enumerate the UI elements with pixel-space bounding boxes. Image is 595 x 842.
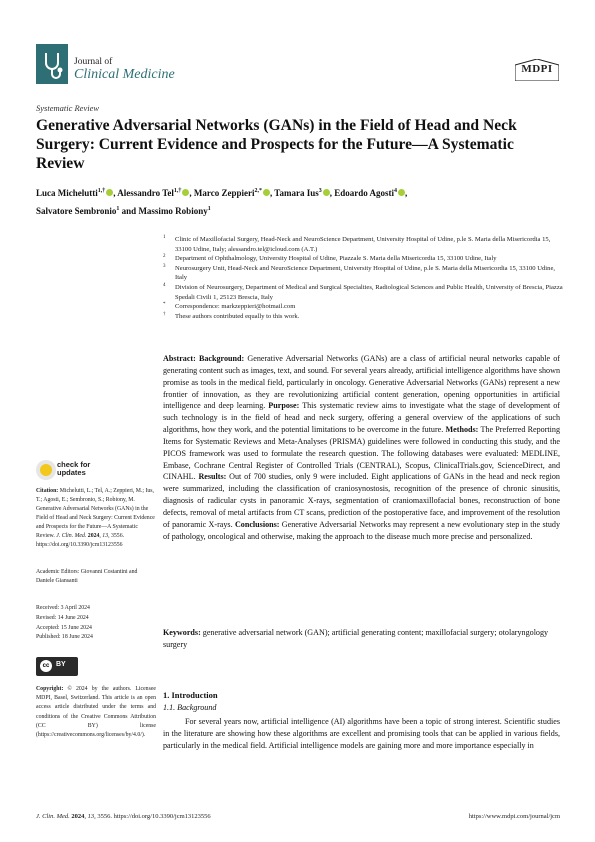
academic-editors: Academic Editors: Giovanni Costantini and Daniele Giansanti (36, 569, 138, 584)
section-heading: 1. Introduction (163, 690, 218, 700)
abstract-label: Background: (198, 354, 245, 363)
creative-commons-icon[interactable] (36, 657, 78, 676)
author-name[interactable]: Alessandro Tel (117, 188, 174, 198)
keywords-text: generative adversarial network (GAN); artificial generating content; maxillofacial surgery; otolaryngology surgery (163, 628, 549, 649)
affiliation-text: Division of Neurosurgery, Department of Medical and Surgical Specialties, Radiological Sciences and Public Health, University of Brescia, Piazza Spedali Civili 1, 25123 Brescia, Italy (175, 283, 563, 301)
check-for-updates-button[interactable] (36, 458, 106, 482)
abstract-label: Methods: (445, 425, 479, 435)
date-accepted: Accepted: 15 June 2024 (36, 624, 92, 631)
copyright-label: Copyright: (36, 686, 64, 692)
affiliation-text: These authors contributed equally to this work. (175, 312, 300, 320)
affiliation-list (163, 235, 563, 321)
date-revised: Revised: 14 June 2024 (36, 614, 89, 621)
affiliation-item (163, 264, 563, 283)
keywords (163, 627, 560, 651)
date-published: Published: 18 June 2024 (36, 634, 93, 641)
journal-name-line1: Journal of (74, 57, 113, 67)
author-affiliation-mark: 2,* (254, 188, 262, 194)
citation-doi[interactable]: , 3556. https://doi.org/10.3390/jcm13123556 (36, 533, 125, 548)
abstract-label: Results: (198, 472, 227, 482)
footer-journal-url[interactable]: https://www.mdpi.com/journal/jcm (468, 813, 560, 820)
citation-year: 2024 (87, 533, 100, 539)
author-name[interactable]: Massimo Robiony (138, 206, 208, 216)
author-separator: , (113, 188, 118, 198)
affiliation-number: † (163, 311, 166, 317)
orcid-icon[interactable] (263, 189, 270, 196)
check-line1: check for (57, 460, 91, 469)
affiliation-number: 3 (163, 263, 166, 269)
abstract-label: Conclusions: (234, 519, 280, 529)
author-separator: and (119, 206, 139, 216)
abstract-text: Out of 700 studies, only 9 were included. Eight applications of GANs in the head and neck region were summarized, including the classification of craniosynostosis, recognition of the presence of chronic sinusitis, diagnosis of radicular cysts in panoramic X-rays, segmentation of craniomaxillofacial bones, reconstruction of bone defects, removal of metal artifacts from CT scans, prediction of the postoperative face, and improvement of the resolution of panoramic X-rays. (163, 472, 560, 529)
author-separator: , (329, 188, 335, 198)
footer-journal: J. Clin. Med. (36, 813, 70, 820)
citation-journal: J. Clin. Med. (56, 533, 87, 539)
date-received: Received: 3 April 2024 (36, 605, 90, 611)
publisher-name: MDPI (521, 63, 553, 75)
author-affiliation-mark: 1,† (97, 188, 106, 194)
author-affiliation-mark: 1,† (173, 188, 182, 194)
author-separator: , (405, 188, 408, 198)
abstract-text: Generative Adversarial Networks (GANs) are a class of artificial neural networks capable of generating content such as images, text, and sound. For several years already, artificial intelligence algorithms have shown promise as tools in the medical field, particularly in oncology. Generative Adversarial Networks (GANs) represent a new frontier of innovation, as they are revolutionizing artificial content generation, opening opportunities in artificial intelligence and deep learning. (163, 354, 561, 411)
affiliation-item (163, 312, 563, 322)
footer-volume: 13 (87, 813, 95, 820)
affiliation-number: 2 (163, 254, 166, 260)
citation-label: Citation: (36, 488, 59, 494)
footer-citation: J. Clin. Med. 2024, 13, 3556. https://doi.org/10.3390/jcm13123556 (36, 813, 211, 820)
author-affiliation-mark: 4 (394, 188, 397, 194)
author-name[interactable]: Tamara Ius (274, 188, 319, 198)
affiliation-item (163, 235, 563, 254)
affiliation-item (163, 254, 563, 264)
journal-name-line2: Clinical Medicine (74, 67, 175, 82)
footer-year: 2024 (71, 813, 85, 820)
citation: Citation: Michelutti, L.; Tel, A.; Zeppieri, M.; Ius, T.; Agosti, E.; Sembronio, S.; Robiony, M. Generative Adversarial Networks (GANs) in the Field of Head and Neck Surgery: Current Evidence and Prospects for the Future—A Systematic Review. J. Clin. Med. 2024, 13, 3556. https://doi.org/10.3390/jcm13123556 (36, 488, 155, 548)
journal-logo-icon (36, 44, 68, 84)
keywords-label: Keywords: (163, 628, 201, 637)
abstract-text: This systematic review aims to investigate what the stage of development of such technology is in the field of head and neck surgery, offering a general overview of the applications of such algorithms, how they work, and the potential limitations to be overcome in the future. (163, 401, 560, 435)
copyright-text: © 2024 by the authors. Licensee MDPI, Basel, Switzerland. This article is an open access article distributed under the terms and conditions of the Creative Commons Attribution (CC BY) license (https://creativecommons.org/licenses/by/4.0/). (36, 686, 156, 739)
affiliation-number: 4 (163, 282, 166, 288)
orcid-icon[interactable] (398, 188, 408, 198)
affiliation-text: Clinic of Maxillofacial Surgery, Head-Neck and NeuroScience Department, University Hospital of Udine, p.le S. Maria della Misericordia 15, 33100 Udine, Italy; alessandro.tel@icloud.com (A.T.) (175, 236, 551, 253)
author-affiliation-mark: 1 (116, 206, 120, 212)
author-separator: , (189, 188, 194, 198)
intro-paragraph: For several years now, artificial intelligence (AI) algorithms have been a topic of strong interest. Scientific studies in the literature are showing how these algorithms are excellent and promising tools that can be applied in various fields, particularly in the medical field. Artificial intelligence models are gaining more and more importance especially in (163, 717, 560, 750)
affiliation-number: 1 (163, 235, 166, 240)
abstract-label: Purpose: (268, 401, 300, 411)
author-name[interactable]: Salvatore Sembronio (36, 206, 117, 216)
affiliation-text: Department of Ophthalmology, University Hospital of Udine, Piazzale S. Maria della Misericordia 15, 33100 Udine, Italy (175, 255, 497, 263)
cc-by-icon: BY (56, 661, 66, 668)
footer-doi[interactable]: , 3556. https://doi.org/10.3390/jcm13123556 (94, 813, 211, 820)
abstract-text: The Preferred Reporting Items for Systematic Reviews and Meta-Analyses (PRISMA) guidelines were followed in conducting this study, and the PICOS framework was used to formulate the research question. The following databases were evaluated: MEDLINE, Embase, Cochrane Central Register of Controlled Trials (CENTRAL), Scopus, ClinicalTrials.gov, ScienceDirect, and CINAHL. (163, 425, 561, 482)
author-affiliation-mark: 3 (318, 188, 322, 194)
mdpi-logo-icon (515, 59, 559, 81)
author-separator: , (269, 188, 275, 198)
abstract (163, 353, 560, 543)
affiliation-text: Neurosurgery Unit, Head-Neck and NeuroScience Department, University Hospital of Udine, p.le S. Maria della Misericordia 15, 33100 Udine, Italy (175, 264, 556, 282)
affiliation-item (163, 302, 563, 312)
citation-volume: 13 (102, 533, 109, 539)
publication-dates (36, 604, 156, 643)
orcid-icon[interactable] (323, 189, 330, 196)
affiliation-item (163, 283, 563, 302)
affiliation-number: * (163, 302, 166, 308)
check-for-updates-icon (36, 460, 56, 480)
author-list (36, 183, 561, 219)
cc-icon: cc (40, 660, 52, 672)
abstract-text: Generative Adversarial Networks may represent a new evolutionary step in the study of pathology, oncological and otherwise, making the approach to the disease much more precise and personalized. (163, 519, 560, 541)
copyright-notice (36, 685, 156, 740)
article-title: Generative Adversarial Networks (GANs) in the Field of Head and Neck Surgery: Current Evidence and Prospects for the Future—A Systematic Review (36, 117, 517, 172)
subsection-heading: 1.1. Background (163, 703, 217, 712)
affiliation-text: Correspondence: markzeppieri@hotmail.com (175, 303, 296, 311)
citation-text: Michelutti, L.; Tel, A.; Zeppieri, M.; Ius, T.; Agosti, E.; Sembronio, S.; Robiony, M. Generative Adversarial Networks (GANs) in the Field of Head and Neck Surgery: Current Evidence and Prospects for the Future—A Systematic Review. (36, 488, 155, 539)
author-name[interactable]: Marco Zeppieri (193, 188, 255, 198)
author-name[interactable]: Luca Michelutti (36, 188, 98, 198)
abstract-label: Abstract: (163, 354, 196, 363)
article-type: Systematic Review (36, 103, 100, 113)
author-affiliation-mark: 1 (207, 206, 211, 212)
author-name[interactable]: Edoardo Agosti (334, 188, 394, 198)
check-line2: updates (57, 468, 86, 477)
